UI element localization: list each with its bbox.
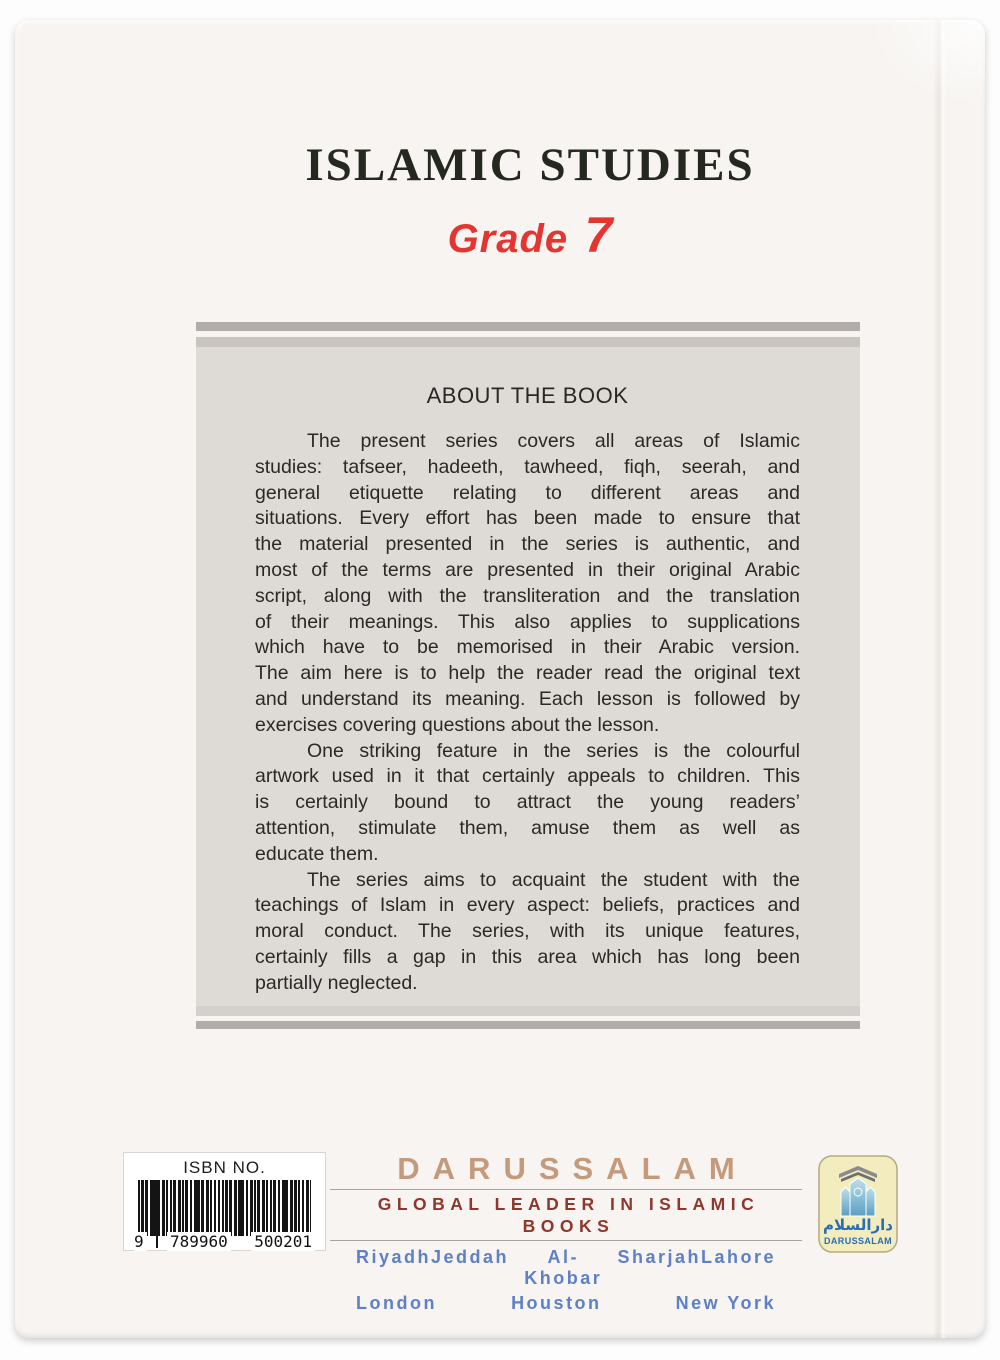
cities-line-1	[356, 1247, 776, 1289]
list-item: Lahore	[700, 1247, 776, 1267]
text-line: certainly fills a gap in this area which has long been	[255, 945, 800, 968]
about-paragraph-3	[255, 868, 800, 997]
text-line: which have to be memorised in their Arabic version.	[255, 636, 800, 659]
list-item: Houston	[511, 1293, 602, 1313]
list-item: New York	[675, 1293, 776, 1313]
panel-bottom-rule	[196, 1021, 860, 1029]
text-line: script, along with the transliteration and the translation	[255, 584, 800, 607]
text-line: moral conduct. The series, with its unique features,	[255, 920, 800, 943]
text-line: most of the terms are presented in their original Arabic	[255, 558, 800, 581]
list-item: Riyadh	[356, 1247, 432, 1267]
isbn-digits	[134, 1232, 315, 1251]
publisher-rule-1	[330, 1189, 802, 1190]
isbn-label: ISBN NO.	[183, 1158, 266, 1177]
list-item: 9	[134, 1232, 147, 1251]
publisher-block	[330, 1152, 802, 1314]
text-line: of their meanings. This also applies to supplications	[255, 610, 800, 633]
darussalam-logo-icon	[813, 1154, 903, 1254]
list-item: Al-Khobar	[524, 1247, 603, 1288]
publisher-tagline: GLOBAL LEADER IN ISLAMIC BOOKS	[377, 1194, 760, 1236]
book-cover	[15, 20, 985, 1338]
text-line: The series aims to acquaint the student with the	[307, 868, 800, 891]
about-paragraph-2	[255, 739, 800, 868]
text-line: situations. Every effort has been made to ensure that	[255, 507, 800, 530]
text-line: exercises covering questions about the lesson.	[255, 713, 660, 736]
list-item: Sharjah	[617, 1247, 701, 1267]
panel-top-rule	[196, 322, 860, 331]
barcode	[134, 1180, 315, 1252]
darussalam-logo	[813, 1154, 903, 1254]
text-line: The present series covers all areas of Islamic	[307, 430, 800, 452]
grade-number: 7	[584, 207, 613, 263]
cover-glare	[865, 20, 985, 110]
logo-latin-text: DARUSSALAM	[824, 1236, 892, 1246]
text-line: attention, stimulate them, amuse them as well as	[255, 816, 800, 839]
title-block	[45, 138, 1000, 264]
grade-label: Grade	[447, 217, 569, 261]
logo-arabic-text: دارالسلام	[823, 1216, 893, 1234]
publisher-name: DARUSSALAM	[397, 1151, 748, 1186]
grade-line	[45, 206, 1000, 264]
about-heading: ABOUT THE BOOK	[426, 383, 629, 408]
about-box	[196, 337, 860, 1016]
text-line: teachings of Islam in every aspect: beliefs, practices and	[255, 894, 800, 917]
text-line: partially neglected.	[255, 971, 418, 994]
text-line: is certainly bound to attract the young readers’	[255, 791, 800, 814]
isbn-barcode-box	[123, 1152, 326, 1251]
publisher-rule-2	[330, 1240, 802, 1241]
text-line: studies: tafseer, hadeeth, tawheed, fiqh, seerah, and	[255, 455, 800, 478]
text-line: and understand its meaning. Each lesson is followed by	[255, 687, 800, 710]
list-item: London	[356, 1293, 437, 1313]
text-line: the material presented in the series is authentic, and	[255, 533, 800, 556]
about-panel	[196, 322, 860, 1029]
text-line: artwork used in it that certainly appeals to children. This	[255, 765, 800, 788]
text-line: One striking feature in the series is the colourful	[307, 739, 800, 762]
list-item: 500201	[251, 1232, 315, 1251]
text-line: The aim here is to help the reader read the original text	[255, 662, 800, 685]
book-title: ISLAMIC STUDIES	[305, 139, 755, 191]
list-item: 789960	[167, 1232, 231, 1251]
list-item: Jeddah	[431, 1247, 510, 1267]
about-paragraph-1	[255, 429, 800, 739]
cities-line-2	[356, 1293, 776, 1314]
text-line: educate them.	[255, 842, 379, 865]
text-line: general etiquette relating to different areas and	[255, 481, 800, 504]
